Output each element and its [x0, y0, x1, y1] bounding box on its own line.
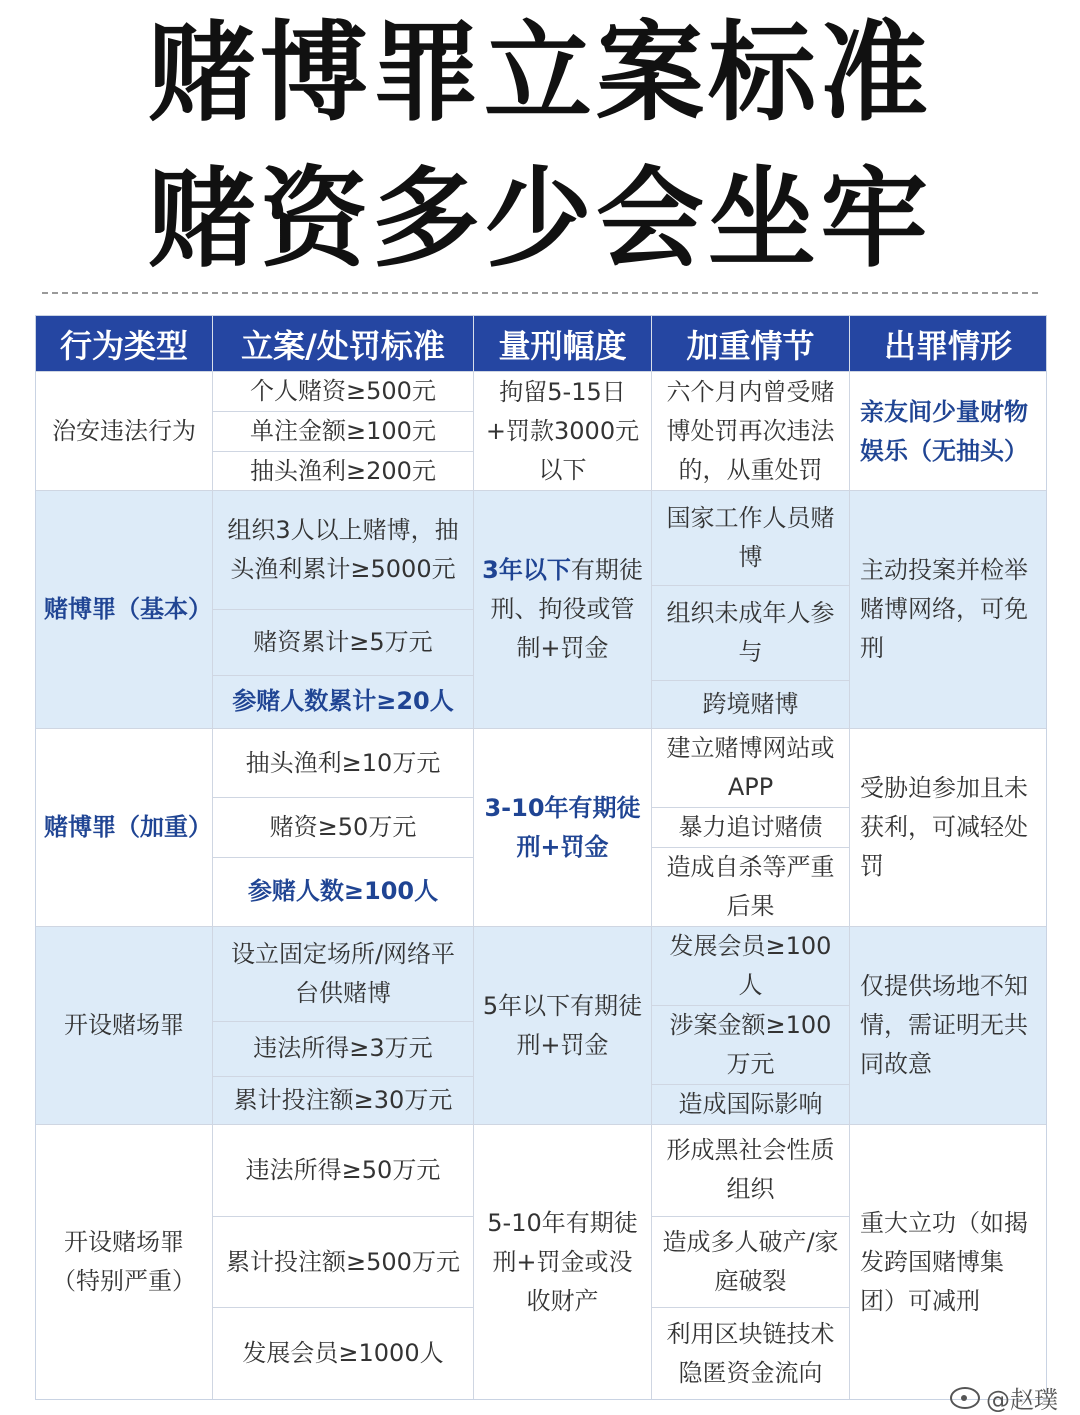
standards-list — [213, 729, 474, 926]
aggravating-list — [652, 729, 850, 926]
standard-item: 累计投注额≥500万元 — [213, 1217, 473, 1309]
divider — [42, 292, 1038, 294]
table-row — [36, 371, 1046, 490]
row-type: 开设赌场罪 — [36, 927, 213, 1124]
aggravating-item: 造成自杀等严重后果 — [666, 853, 835, 920]
standard-item: 赌资≥50万元 — [213, 798, 473, 858]
aggravating-item: 利用区块链技术隐匿资金流向 — [666, 1319, 835, 1387]
sentence: 拘留5-15日+罚款3000元以下 — [474, 372, 652, 491]
sentence: 5-10年有期徒刑+罚金或没收财产 — [474, 1125, 652, 1399]
standard-item: 违法所得≥50万元 — [213, 1125, 473, 1217]
standard-item: 发展会员≥1000人 — [242, 1339, 444, 1368]
aggravating-item: 涉案金额≥100万元 — [652, 1006, 849, 1085]
standard-item: 赌资累计≥5万元 — [213, 610, 473, 676]
standard-item: 累计投注额≥30万元 — [233, 1086, 453, 1115]
standards-list — [213, 491, 474, 728]
aggravating-item: 形成黑社会性质组织 — [652, 1125, 849, 1217]
exculpatory: 仅提供场地不知情，需证明无共同故意 — [860, 972, 1028, 1078]
header-sentence: 量刑幅度 — [474, 316, 652, 371]
aggravating-list — [652, 1125, 850, 1399]
aggravating-item: 暴力追讨赌债 — [652, 808, 849, 848]
exculpatory: 亲友间少量财物娱乐（无抽头） — [860, 397, 1028, 465]
standard-item: 违法所得≥3万元 — [213, 1022, 473, 1078]
standards-list — [213, 1125, 474, 1399]
title-line-1: 赌博罪立案标准 — [147, 11, 932, 136]
table-row — [36, 490, 1046, 728]
aggravating-item: 发展会员≥100人 — [652, 927, 849, 1006]
header-exculpatory: 出罪情形 — [883, 326, 1012, 365]
standard-item: 抽头渔利≥10万元 — [213, 729, 473, 798]
exculpatory: 受胁迫参加且未获利，可减轻处罚 — [860, 774, 1028, 880]
standards-list — [213, 372, 474, 491]
header-standard: 立案/处罚标准 — [213, 316, 474, 371]
standard-item: 单注金额≥100元 — [213, 412, 473, 452]
weibo-icon — [950, 1387, 980, 1409]
table-row — [36, 1124, 1046, 1399]
row-type: 开设赌场罪（特别严重） — [36, 1125, 213, 1399]
aggravating-item: 国家工作人员赌博 — [652, 491, 849, 586]
table-header — [36, 316, 1046, 371]
aggravating-list — [652, 372, 850, 491]
standard-item: 参赌人数累计≥20人 — [232, 687, 454, 716]
aggravating-item: 跨境赌博 — [702, 690, 799, 718]
title-line-2: 赌资多少会坐牢 — [147, 157, 932, 282]
sentence-highlight: 3年以下 — [482, 556, 571, 584]
standard-item: 抽头渔利≥200元 — [250, 457, 436, 485]
aggravating-item: 六个月内曾受赌博处罚再次违法的，从重处罚 — [666, 378, 835, 484]
exculpatory: 重大立功（如揭发跨国赌博集团）可减刑 — [860, 1208, 1028, 1315]
standards-list — [213, 927, 474, 1124]
standard-item: 参赌人数≥100人 — [247, 877, 439, 906]
aggravating-list — [652, 927, 850, 1124]
aggravating-list — [652, 491, 850, 728]
header-aggravating: 加重情节 — [652, 316, 850, 371]
sentence: 3-10年有期徒刑+罚金 — [474, 729, 652, 926]
aggravating-item: 建立赌博网站或APP — [652, 729, 849, 808]
watermark-text: @赵璞 — [986, 1386, 1058, 1414]
standard-item: 个人赌资≥500元 — [213, 372, 473, 412]
row-type: 赌博罪（基本） — [36, 491, 213, 728]
aggravating-item: 造成多人破产/家庭破裂 — [652, 1217, 849, 1309]
standard-item: 组织3人以上赌博，抽头渔利累计≥5000元 — [213, 491, 473, 610]
sentence-rest: 有期徒刑、拘役或管制+罚金 — [490, 556, 643, 662]
watermark — [950, 1380, 1058, 1415]
row-type: 治安违法行为 — [36, 372, 213, 491]
criteria-table — [35, 315, 1047, 1400]
table-row — [36, 926, 1046, 1124]
sentence: 5年以下有期徒刑+罚金 — [474, 927, 652, 1124]
aggravating-item: 造成国际影响 — [678, 1090, 823, 1118]
row-type: 赌博罪（加重） — [36, 729, 213, 926]
exculpatory: 主动投案并检举赌博网络，可免刑 — [860, 556, 1028, 662]
standard-item: 设立固定场所/网络平台供赌博 — [213, 927, 473, 1022]
table-row — [36, 728, 1046, 926]
header-behavior-type: 行为类型 — [36, 316, 213, 371]
sentence — [474, 491, 652, 728]
aggravating-item: 组织未成年人参与 — [652, 586, 849, 681]
